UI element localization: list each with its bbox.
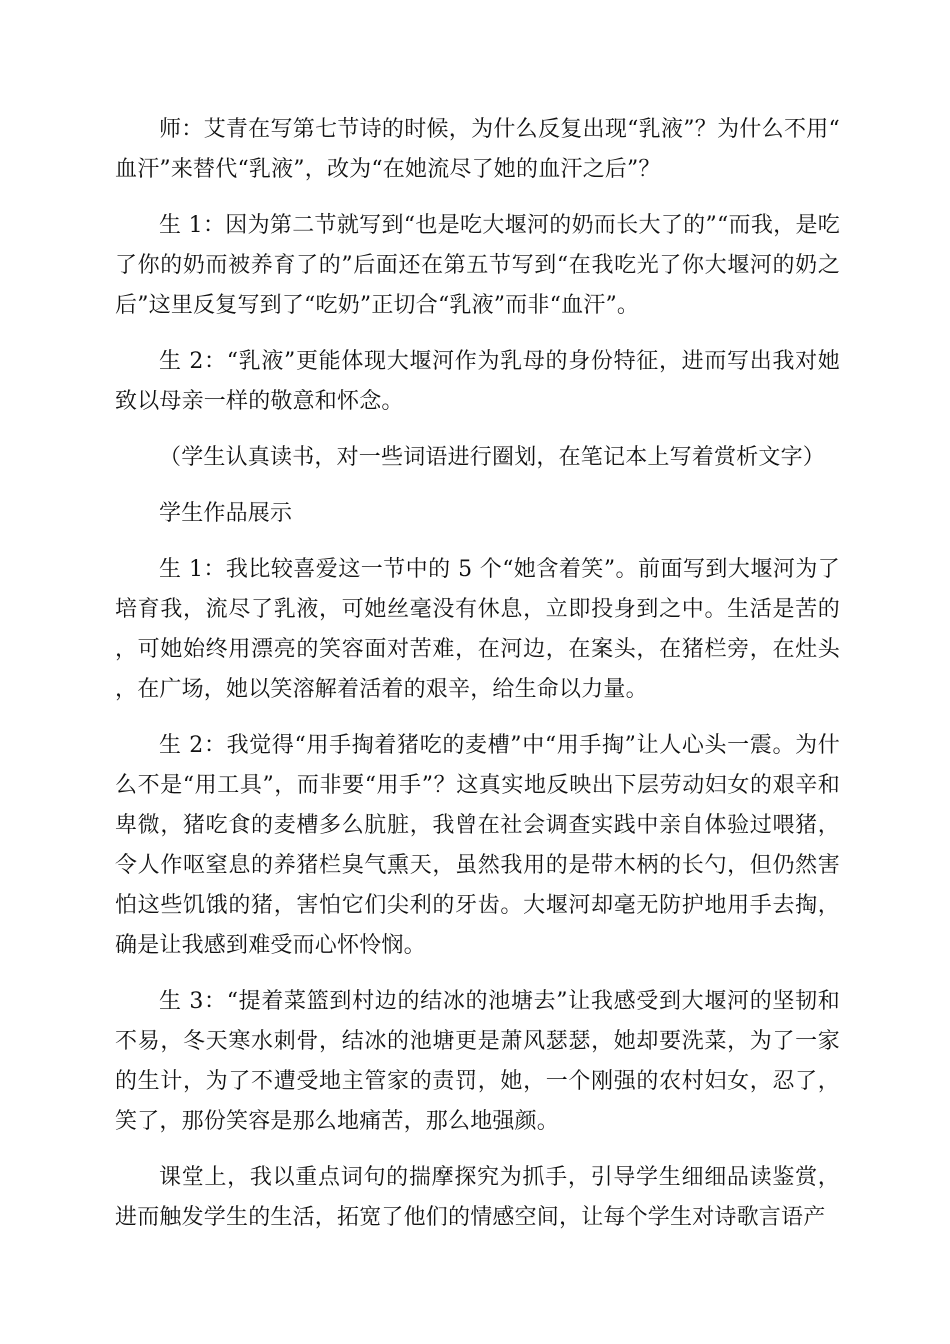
paragraph-student-3-work: 生 3：“提着菜篮到村边的结冰的池塘去”让我感受到大堰河的坚韧和不易，冬天寒水刺骨，结冰的池塘更是萧风瑟瑟，她却要洗菜，为了一家的生计，为了不遭受地主管家的责罚，她，一个刚强的农村妇女，忍了，笑了，那份笑容是那么地痛苦，那么地强颜。: [115, 989, 840, 1134]
paragraph-student-2-work: 生 2：我觉得“用手掏着猪吃的麦槽”中“用手掏”让人心头一震。为什么不是“用工具”，而非要“用手”？这真实地反映出下层劳动妇女的艰辛和卑微，猪吃食的麦槽多么肮脏，我曾在社会调查实践中亲自体验过喂猪，令人作呕窒息的养猪栏臭气熏天，虽然我用的是带木柄的长勺，但仍然害怕这些饥饿的猪，害怕它们尖利的牙齿。大堰河却毫无防护地用手去掏，确是让我感到难受而心怀怜悯。: [115, 733, 840, 958]
document-body: [115, 110, 840, 1238]
paragraph-classroom-note: （学生认真读书，对一些词语进行圈划，在笔记本上写着赏析文字）: [159, 445, 826, 470]
paragraph-student-1-answer: 生 1：因为第二节就写到“也是吃大堰河的奶而长大了的”“而我，是吃了你的奶而被养育了的”后面还在第五节写到“在我吃光了你大堰河的奶之后”这里反复写到了“吃奶”正切合“乳液”而非“血汗”。: [115, 213, 840, 318]
paragraph-teacher-question: 师：艾青在写第七节诗的时候，为什么反复出现“乳液”？为什么不用“血汗”来替代“乳液”，改为“在她流尽了她的血汗之后”？: [115, 117, 840, 182]
paragraph-section-heading: 学生作品展示: [159, 501, 293, 526]
paragraph-student-2-answer: 生 2：“乳液”更能体现大堰河作为乳母的身份特征，进而写出我对她致以母亲一样的敬意和怀念。: [115, 349, 840, 414]
paragraph-teacher-reflection: 课堂上，我以重点词句的揣摩探究为抓手，引导学生细细品读鉴赏，进而触发学生的生活，拓宽了他们的情感空间，让每个学生对诗歌言语产: [115, 1165, 840, 1230]
paragraph-student-1-work: 生 1：我比较喜爱这一节中的 5 个“她含着笑”。前面写到大堰河为了培育我，流尽了乳液，可她丝毫没有休息，立即投身到之中。生活是苦的，可她始终用漂亮的笑容面对苦难，在河边，在案头，在猪栏旁，在灶头，在广场，她以笑溶解着活着的艰辛，给生命以力量。: [115, 557, 840, 702]
